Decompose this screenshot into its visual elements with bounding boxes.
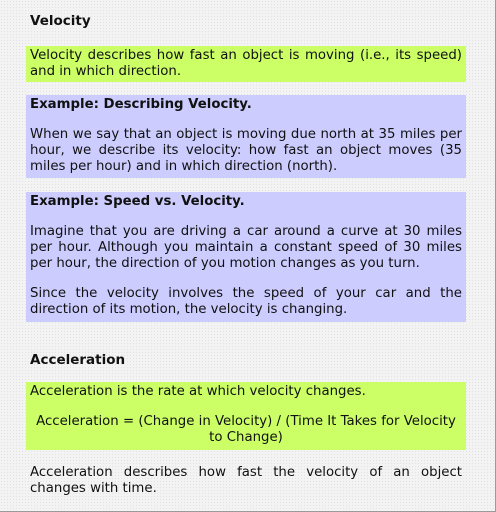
acceleration-definition-box — [26, 382, 466, 450]
velocity-definition-box — [26, 46, 466, 82]
velocity-definition: Velocity describes how fast an object is moving (i.e., its speed) and in which direction. — [30, 48, 462, 79]
example-describing-velocity-title: Example: Describing Velocity. — [30, 97, 252, 112]
example-speed-vs-velocity-paragraph-1: Imagine that you are driving a car around a curve at 30 miles per hour. Although you maintain a constant speed of 30 miles per hour, the direction of you motion changes as you turn. — [30, 224, 462, 271]
acceleration-definition: Acceleration is the rate at which velocity changes. — [30, 384, 366, 399]
example-speed-vs-velocity-title: Example: Speed vs. Velocity. — [30, 194, 245, 209]
example-describing-velocity-text: When we say that an object is moving due north at 35 miles per hour, we describe its velocity: how fast an object moves (35 miles per hour) and in which direction (north). — [30, 127, 462, 174]
acceleration-formula: Acceleration = (Change in Velocity) / (Time It Takes for Velocity to Change) — [36, 414, 456, 445]
example-speed-vs-velocity-box — [26, 192, 466, 322]
acceleration-heading: Acceleration — [30, 352, 126, 368]
acceleration-description: Acceleration describes how fast the velocity of an object changes with time. — [30, 465, 462, 496]
velocity-heading: Velocity — [30, 13, 91, 29]
example-speed-vs-velocity-paragraph-2: Since the velocity involves the speed of your car and the direction of its motion, the velocity is changing. — [30, 286, 462, 317]
example-describing-velocity-box — [26, 95, 466, 178]
